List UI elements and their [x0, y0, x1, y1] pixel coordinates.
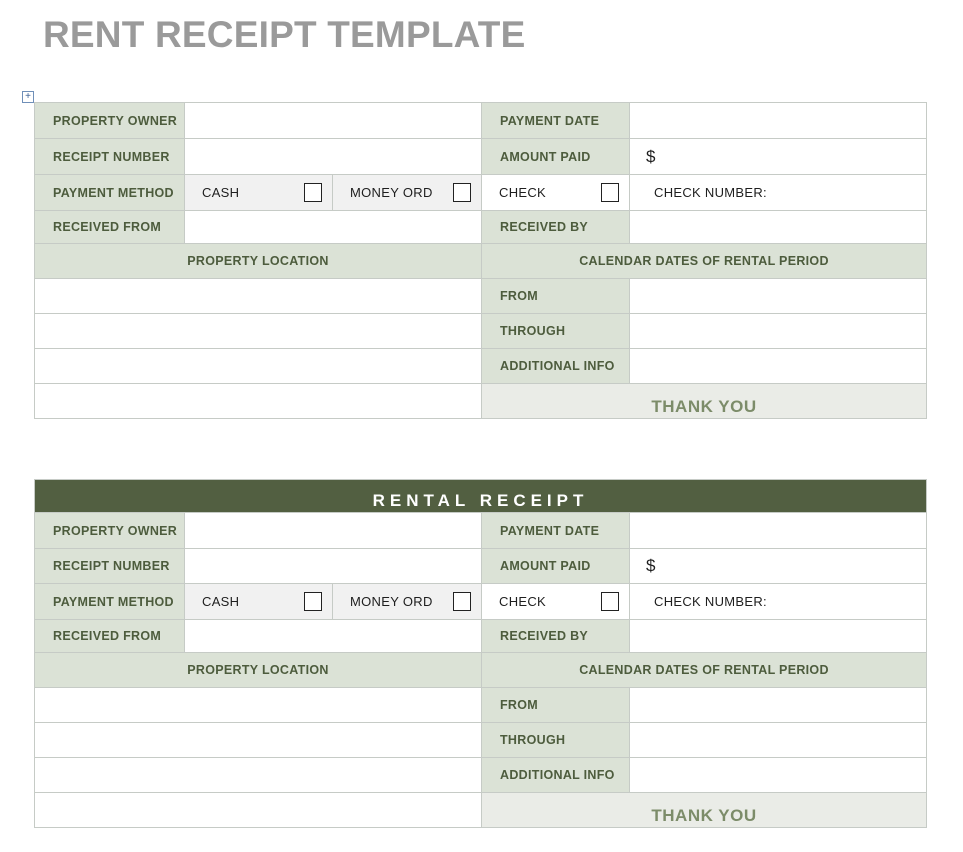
received-from-label: RECEIVED FROM: [35, 211, 185, 244]
check-checkbox[interactable]: [601, 183, 619, 202]
additional-info-label: ADDITIONAL INFO: [482, 758, 630, 793]
property-owner-field[interactable]: [185, 103, 482, 139]
property-location-line-3[interactable]: [35, 758, 482, 793]
method-cash-option: [185, 175, 333, 211]
property-location-header: PROPERTY LOCATION: [35, 244, 482, 279]
check-number-field[interactable]: [630, 584, 927, 620]
method-cash-option: [185, 584, 333, 620]
check-number-label: CHECK NUMBER:: [654, 185, 767, 200]
payment-date-label: PAYMENT DATE: [482, 103, 630, 139]
method-check-option: [482, 584, 630, 620]
method-check-option: [482, 175, 630, 211]
thank-you-text: THANK YOU: [482, 384, 927, 419]
check-checkbox[interactable]: [601, 592, 619, 611]
property-location-line-3[interactable]: [35, 349, 482, 384]
rental-period-header: CALENDAR DATES OF RENTAL PERIOD: [482, 653, 927, 688]
property-location-line-4[interactable]: [35, 793, 482, 828]
method-check-label: CHECK: [499, 185, 547, 200]
receipt-form-1: [34, 102, 927, 419]
property-owner-label: PROPERTY OWNER: [35, 103, 185, 139]
rental-period-header: CALENDAR DATES OF RENTAL PERIOD: [482, 244, 927, 279]
payment-date-label: PAYMENT DATE: [482, 513, 630, 549]
additional-info-field[interactable]: [630, 349, 927, 384]
receipt-number-field[interactable]: [185, 139, 482, 175]
amount-paid-field[interactable]: $: [630, 139, 927, 175]
property-location-line-1[interactable]: [35, 279, 482, 314]
receipt-number-label: RECEIPT NUMBER: [35, 139, 185, 175]
from-date-field[interactable]: [630, 688, 927, 723]
from-label: FROM: [482, 688, 630, 723]
receipt-number-label: RECEIPT NUMBER: [35, 549, 185, 584]
through-date-field[interactable]: [630, 314, 927, 349]
receipt-number-field[interactable]: [185, 549, 482, 584]
received-by-field[interactable]: [630, 211, 927, 244]
from-label: FROM: [482, 279, 630, 314]
additional-info-label: ADDITIONAL INFO: [482, 349, 630, 384]
method-cash-label: CASH: [202, 594, 240, 609]
property-location-line-1[interactable]: [35, 688, 482, 723]
additional-info-field[interactable]: [630, 758, 927, 793]
from-date-field[interactable]: [630, 279, 927, 314]
received-from-field[interactable]: [185, 211, 482, 244]
property-location-line-2[interactable]: [35, 314, 482, 349]
table-move-handle-icon[interactable]: +: [22, 91, 34, 103]
cash-checkbox[interactable]: [304, 592, 322, 611]
cash-checkbox[interactable]: [304, 183, 322, 202]
amount-paid-label: AMOUNT PAID: [482, 139, 630, 175]
through-label: THROUGH: [482, 723, 630, 758]
check-number-field[interactable]: [630, 175, 927, 211]
method-money-order-option: [333, 584, 482, 620]
property-owner-label: PROPERTY OWNER: [35, 513, 185, 549]
rental-receipt-banner: RENTAL RECEIPT: [35, 480, 927, 513]
payment-date-field[interactable]: [630, 103, 927, 139]
method-money-order-label: MONEY ORD: [350, 185, 433, 200]
through-date-field[interactable]: [630, 723, 927, 758]
received-from-field[interactable]: [185, 620, 482, 653]
received-by-field[interactable]: [630, 620, 927, 653]
property-location-header: PROPERTY LOCATION: [35, 653, 482, 688]
amount-paid-label: AMOUNT PAID: [482, 549, 630, 584]
amount-paid-field[interactable]: $: [630, 549, 927, 584]
payment-method-label: PAYMENT METHOD: [35, 584, 185, 620]
property-owner-field[interactable]: [185, 513, 482, 549]
receipt-form-2: [34, 479, 927, 828]
check-number-label: CHECK NUMBER:: [654, 594, 767, 609]
method-money-order-option: [333, 175, 482, 211]
property-location-line-2[interactable]: [35, 723, 482, 758]
method-cash-label: CASH: [202, 185, 240, 200]
received-from-label: RECEIVED FROM: [35, 620, 185, 653]
payment-method-label: PAYMENT METHOD: [35, 175, 185, 211]
received-by-label: RECEIVED BY: [482, 211, 630, 244]
method-check-label: CHECK: [499, 594, 547, 609]
page-title: RENT RECEIPT TEMPLATE: [43, 14, 526, 55]
method-money-order-label: MONEY ORD: [350, 594, 433, 609]
property-location-line-4[interactable]: [35, 384, 482, 419]
thank-you-text: THANK YOU: [482, 793, 927, 828]
through-label: THROUGH: [482, 314, 630, 349]
money-order-checkbox[interactable]: [453, 592, 471, 611]
received-by-label: RECEIVED BY: [482, 620, 630, 653]
payment-date-field[interactable]: [630, 513, 927, 549]
money-order-checkbox[interactable]: [453, 183, 471, 202]
